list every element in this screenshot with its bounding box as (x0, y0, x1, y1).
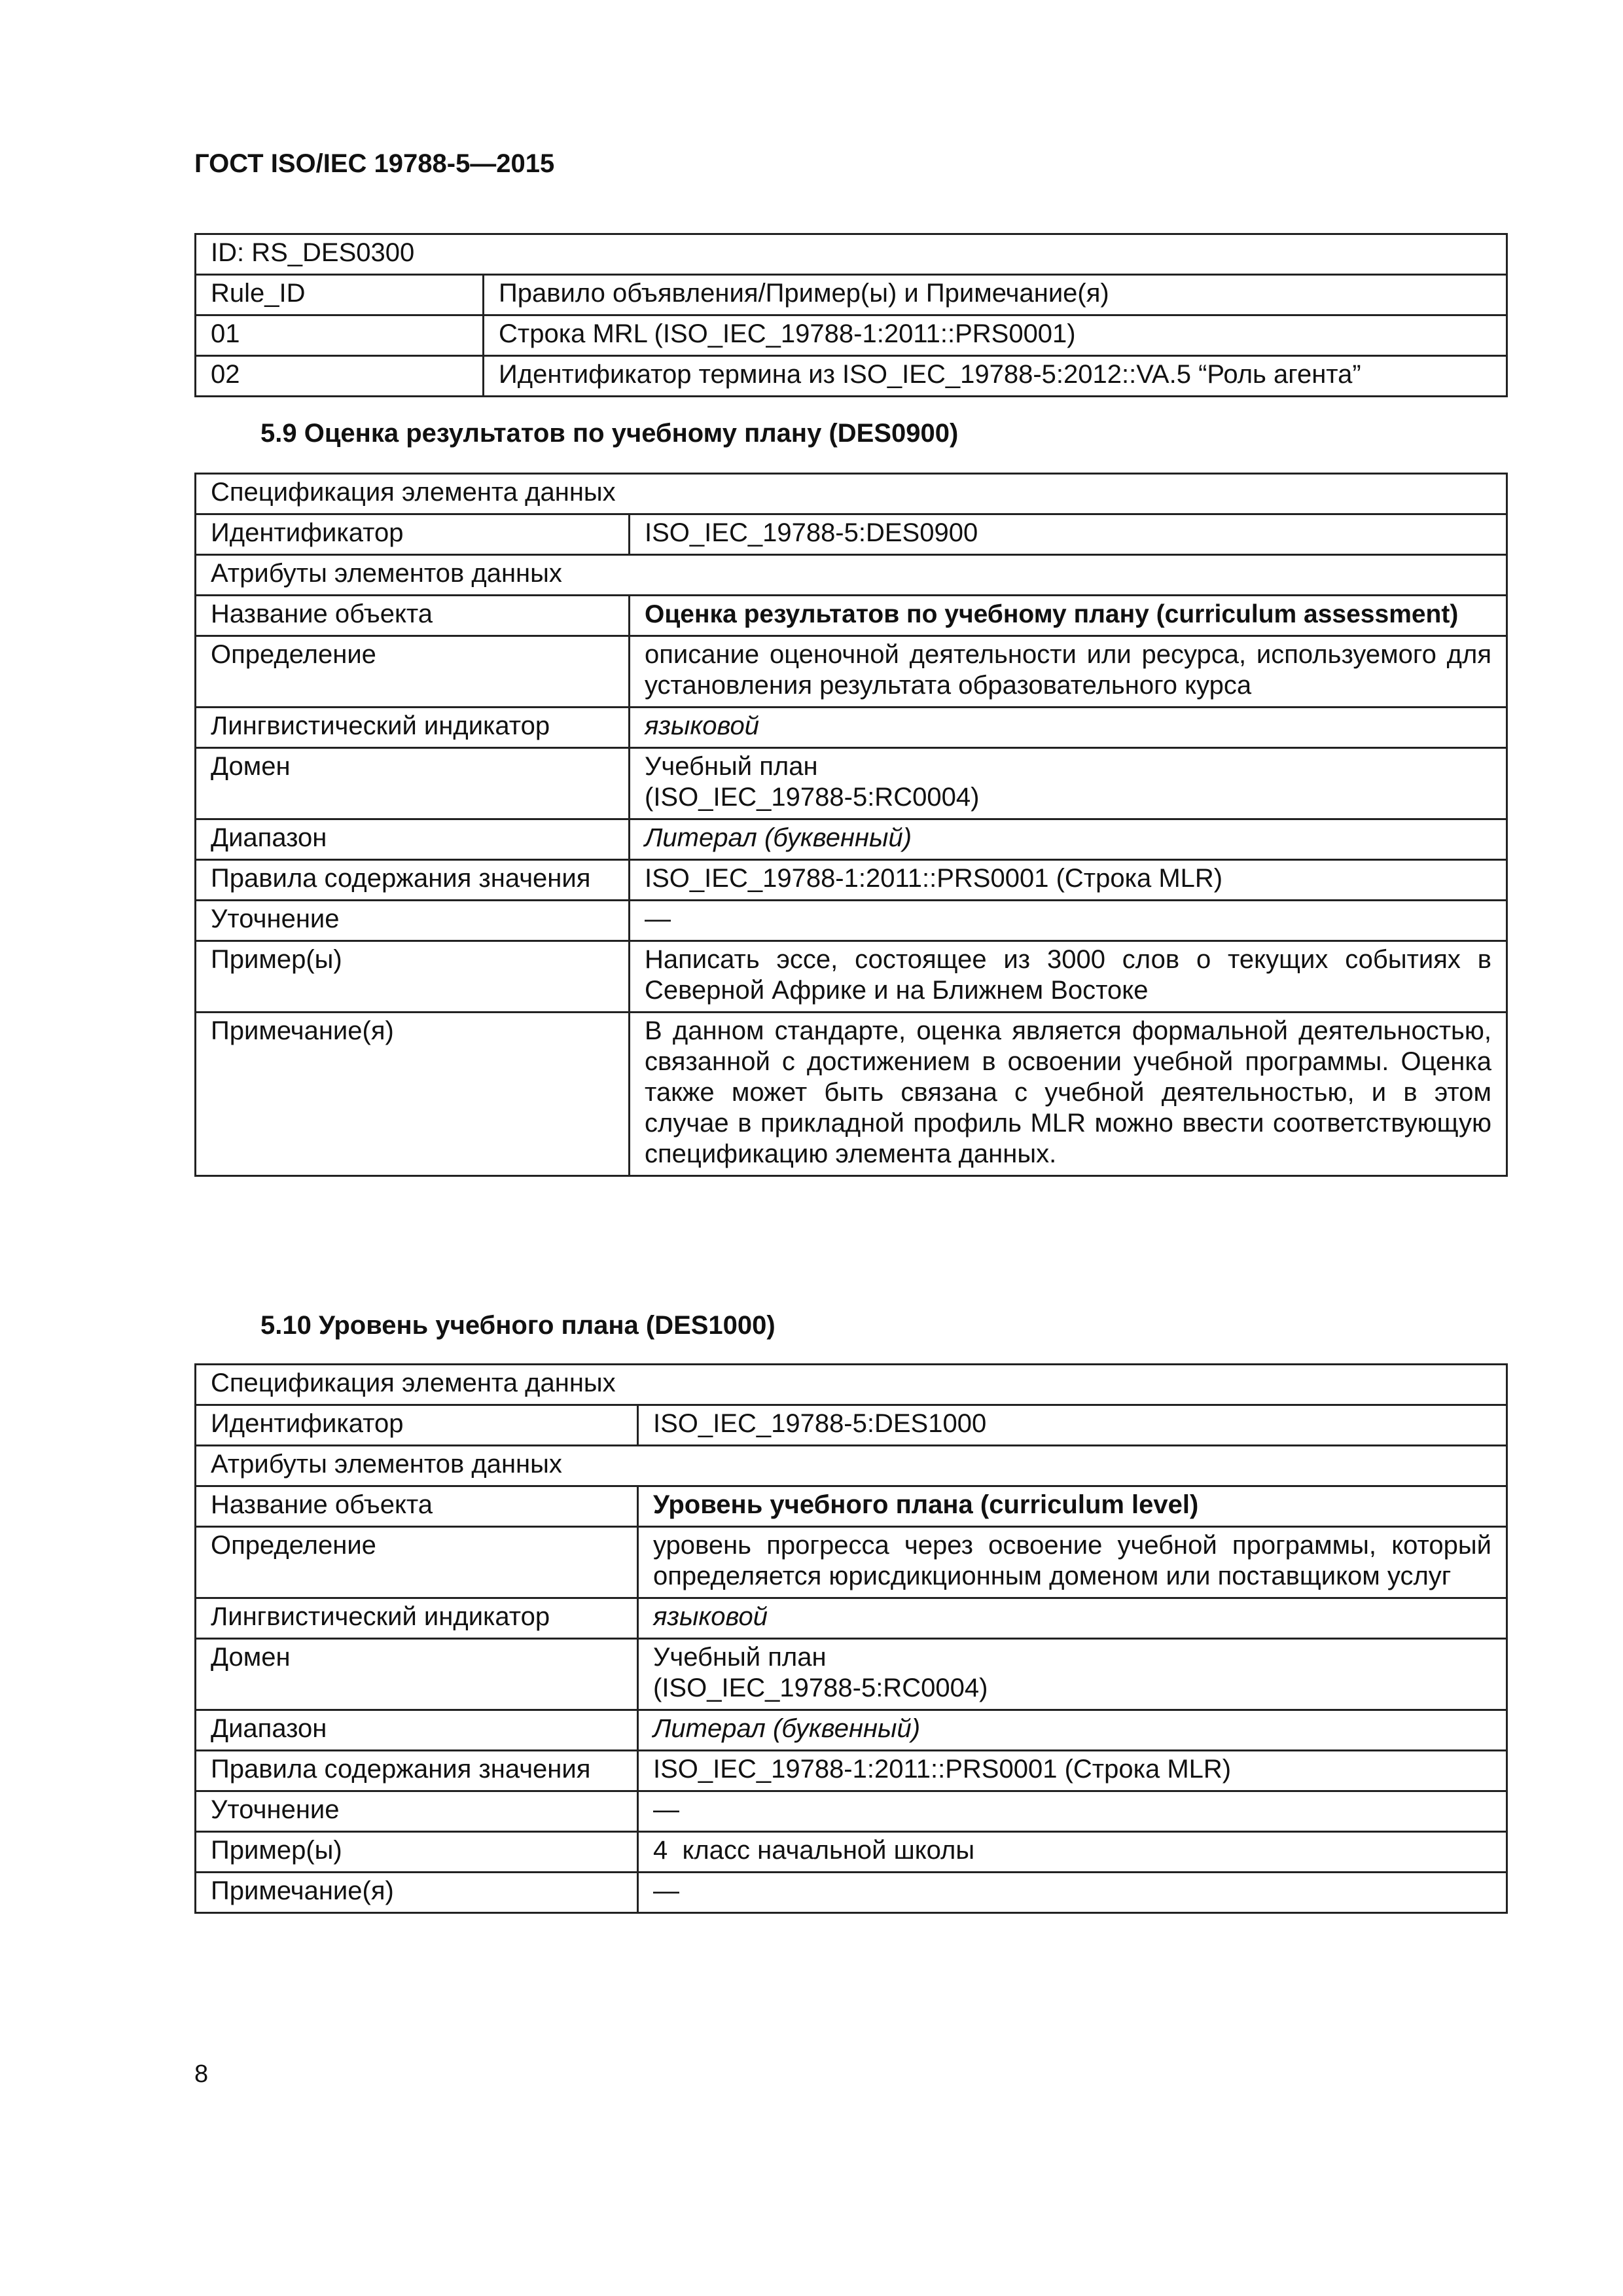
field-label: Идентификатор (196, 1405, 638, 1446)
field-label: Идентификатор (196, 514, 630, 555)
field-label: Примечание(я) (196, 1873, 638, 1913)
table-row (196, 1791, 1507, 1832)
field-label: Лингвистический индикатор (196, 708, 630, 748)
table-row (196, 1751, 1507, 1791)
attrs-heading: Атрибуты элементов данных (196, 1446, 1507, 1486)
domain-line: (ISO_IEC_19788-5:RC0004) (653, 1674, 988, 1702)
table-row (196, 1832, 1507, 1873)
table-row (196, 1486, 1507, 1527)
field-value: Литерал (буквенный) (630, 819, 1507, 860)
field-label: Уточнение (196, 901, 630, 941)
field-value (630, 748, 1507, 819)
table-row (196, 1873, 1507, 1913)
field-label: Домен (196, 748, 630, 819)
field-label: Правила содержания значения (196, 1751, 638, 1791)
table-row (196, 819, 1507, 860)
field-label: Пример(ы) (196, 941, 630, 1013)
column-header: Rule_ID (196, 275, 484, 315)
table-row (196, 941, 1507, 1013)
rule-table-id: ID: RS_DES0300 (196, 234, 1507, 275)
domain-line: Учебный план (645, 752, 818, 781)
table-row (196, 1598, 1507, 1639)
table-row (196, 1365, 1507, 1405)
field-value: Литерал (буквенный) (638, 1710, 1507, 1751)
field-value: уровень прогресса через освоение учебной программы, который определяется юрисдикционным доменом или поставщиком услуг (638, 1527, 1507, 1598)
section-title: 5.10 Уровень учебного плана (DES1000) (260, 1311, 776, 1340)
field-label: Название объекта (196, 1486, 638, 1527)
document-header: ГОСТ ISO/IEC 19788-5—2015 (194, 149, 555, 178)
page-number: 8 (194, 2060, 209, 2088)
field-value: Написать эссе, состоящее из 3000 слов о текущих событиях в Северной Африке и на Ближнем Востоке (630, 941, 1507, 1013)
field-label: Определение (196, 1527, 638, 1598)
field-value: Оценка результатов по учебному плану (curriculum assessment) (630, 596, 1507, 636)
rule-id-cell: 02 (196, 356, 484, 397)
field-value (638, 1639, 1507, 1710)
field-label: Пример(ы) (196, 1832, 638, 1873)
table-row (196, 555, 1507, 596)
domain-line: (ISO_IEC_19788-5:RC0004) (645, 783, 980, 812)
table-row (196, 1527, 1507, 1598)
field-value: языковой (630, 708, 1507, 748)
table-row (196, 1405, 1507, 1446)
field-label: Диапазон (196, 1710, 638, 1751)
field-label: Диапазон (196, 819, 630, 860)
spec-heading: Спецификация элемента данных (196, 1365, 1507, 1405)
domain-line: Учебный план (653, 1643, 827, 1672)
field-value: В данном стандарте, оценка является формальной деятельностью, связанной с достижением в освоении учебной программы. Оценка также может быть связана с учебной деятельностью, и в этом случае в прикладной профиль MLR можно ввести соответствующую спецификацию элемента данных. (630, 1013, 1507, 1176)
field-value: 4 класс начальной школы (638, 1832, 1507, 1873)
table-row (196, 356, 1507, 397)
rule-table (194, 233, 1508, 397)
field-value: — (638, 1873, 1507, 1913)
field-value: языковой (638, 1598, 1507, 1639)
field-value: ISO_IEC_19788-1:2011::PRS0001 (Строка MLR) (638, 1751, 1507, 1791)
field-value: — (630, 901, 1507, 941)
field-value: Уровень учебного плана (curriculum level) (638, 1486, 1507, 1527)
table-row (196, 315, 1507, 356)
section-title: 5.9 Оценка результатов по учебному плану (DES0900) (260, 419, 959, 448)
rule-text-cell: Идентификатор термина из ISO_IEC_19788-5:2012::VA.5 “Роль агента” (484, 356, 1507, 397)
table-row (196, 275, 1507, 315)
field-label: Лингвистический индикатор (196, 1598, 638, 1639)
data-element-table (194, 473, 1508, 1177)
table-row (196, 1710, 1507, 1751)
table-row (196, 708, 1507, 748)
field-label: Правила содержания значения (196, 860, 630, 901)
field-value: — (638, 1791, 1507, 1832)
data-element-table (194, 1363, 1508, 1914)
table-row (196, 1639, 1507, 1710)
table-row (196, 596, 1507, 636)
table-row (196, 860, 1507, 901)
table-row (196, 234, 1507, 275)
field-label: Уточнение (196, 1791, 638, 1832)
table-row (196, 514, 1507, 555)
spec-heading: Спецификация элемента данных (196, 474, 1507, 514)
field-value: описание оценочной деятельности или ресурса, используемого для установления результата образовательного курса (630, 636, 1507, 708)
column-header: Правило объявления/Пример(ы) и Примечание(я) (484, 275, 1507, 315)
field-label: Примечание(я) (196, 1013, 630, 1176)
field-label: Домен (196, 1639, 638, 1710)
field-label: Название объекта (196, 596, 630, 636)
table-row (196, 748, 1507, 819)
rule-text-cell: Строка MRL (ISO_IEC_19788-1:2011::PRS0001) (484, 315, 1507, 356)
table-row (196, 474, 1507, 514)
field-value: ISO_IEC_19788-5:DES1000 (638, 1405, 1507, 1446)
attrs-heading: Атрибуты элементов данных (196, 555, 1507, 596)
table-row (196, 1013, 1507, 1176)
rule-id-cell: 01 (196, 315, 484, 356)
table-row (196, 1446, 1507, 1486)
field-value: ISO_IEC_19788-5:DES0900 (630, 514, 1507, 555)
field-value: ISO_IEC_19788-1:2011::PRS0001 (Строка MLR) (630, 860, 1507, 901)
field-label: Определение (196, 636, 630, 708)
table-row (196, 636, 1507, 708)
table-row (196, 901, 1507, 941)
